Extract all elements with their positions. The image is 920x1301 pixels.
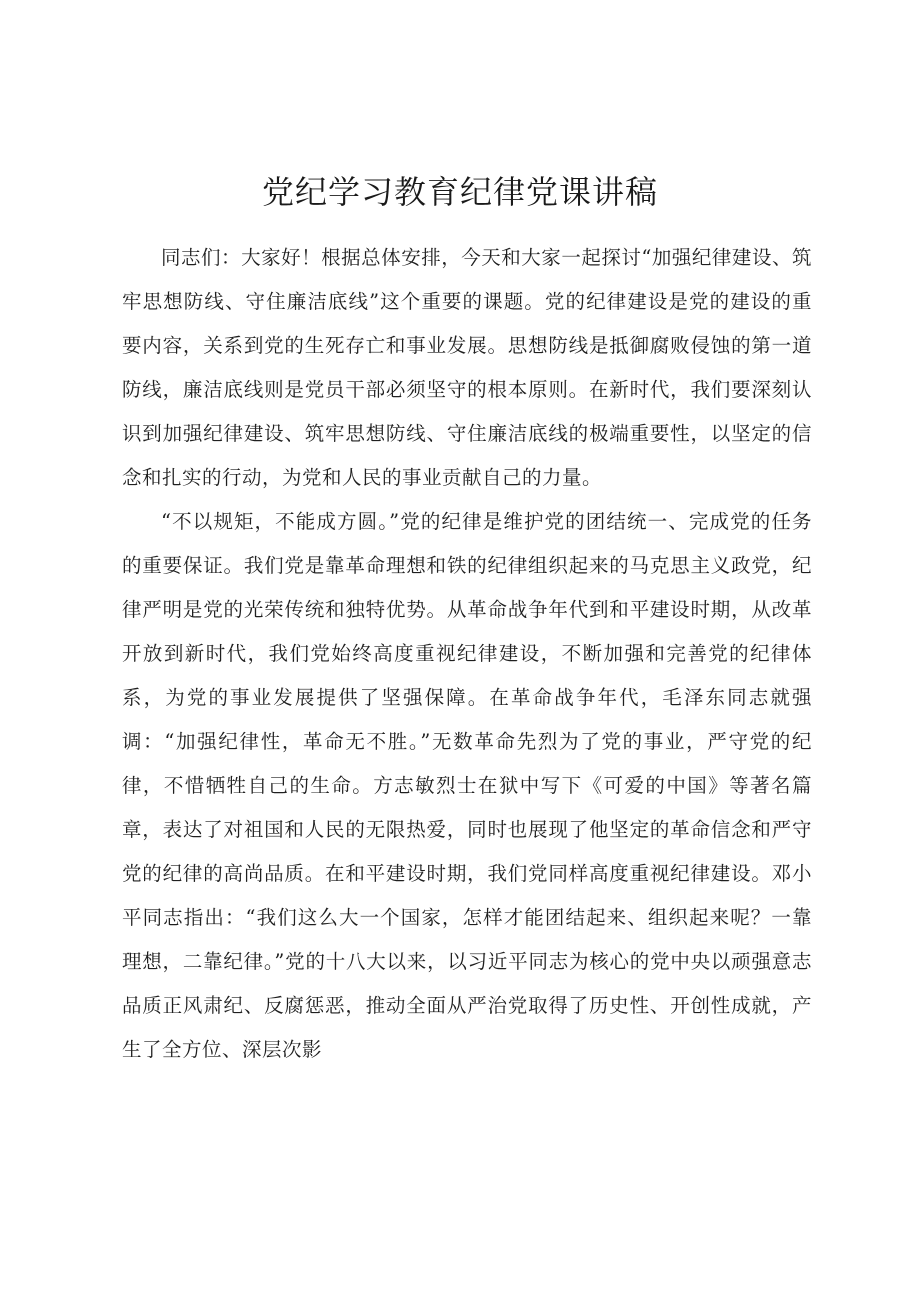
- paragraph-2: “不以规矩，不能成方圆。”党的纪律是维护党的团结统一、完成党的任务的重要保证。我们党是靠革命理想和铁的纪律组织起来的马克思主义政党，纪律严明是党的光荣传统和独特优势。从革命战争年代到和平建设时期，从改革开放到新时代，我们党始终高度重视纪律建设，不断加强和完善党的纪律体系，为党的事业发展提供了坚强保障。在革命战争年代，毛泽东同志就强调：“加强纪律性，革命无不胜。”无数革命先烈为了党的事业，严守党的纪律，不惜牺牲自己的生命。方志敏烈士在狱中写下《可爱的中国》等著名篇章，表达了对祖国和人民的无限热爱，同时也展现了他坚定的革命信念和严守党的纪律的高尚品质。在和平建设时期，我们党同样高度重视纪律建设。邓小平同志指出：“我们这么大一个国家，怎样才能团结起来、组织起来呢？一靠理想，二靠纪律。”党的十八大以来，以习近平同志为核心的党中央以顽强意志品质正风肃纪、反腐惩恶，推动全面从严治党取得了历史性、开创性成就，产生了全方位、深层次影: [122, 510, 812, 1061]
- document-body: [122, 236, 812, 1072]
- paragraph-1: 同志们：大家好！根据总体安排，今天和大家一起探讨“加强纪律建设、筑牢思想防线、守住廉洁底线”这个重要的课题。党的纪律建设是党的建设的重要内容，关系到党的生死存亡和事业发展。思想防线是抵御腐败侵蚀的第一道防线，廉洁底线则是党员干部必须坚守的根本原则。在新时代，我们要深刻认识到加强纪律建设、筑牢思想防线、守住廉洁底线的极端重要性，以坚定的信念和扎实的行动，为党和人民的事业贡献自己的力量。: [122, 246, 812, 489]
- document-title: 党纪学习教育纪律党课讲稿: [261, 173, 658, 211]
